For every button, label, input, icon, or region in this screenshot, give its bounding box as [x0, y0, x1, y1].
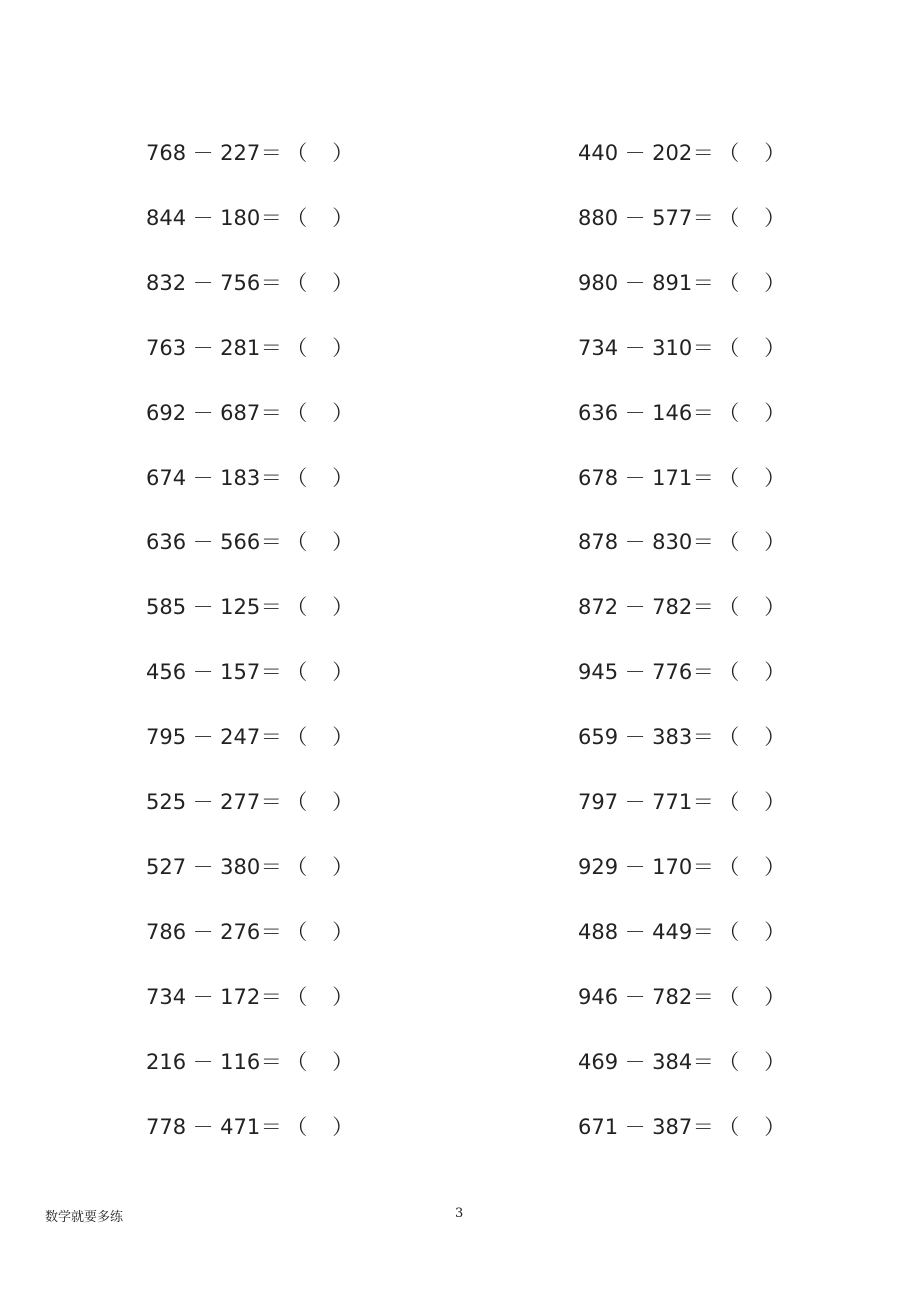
right-paren: ） [332, 660, 354, 685]
minus-sign: － [192, 660, 214, 685]
subtraction-problem [146, 719, 406, 755]
subtrahend: 566 [220, 530, 261, 555]
equals-sign: ＝ [260, 595, 282, 620]
subtrahend: 125 [220, 595, 261, 620]
minus-sign: － [624, 530, 646, 555]
left-paren: （ [286, 595, 308, 620]
equals-sign: ＝ [260, 400, 282, 425]
subtrahend: 384 [652, 1049, 693, 1074]
right-paren: ） [764, 660, 786, 685]
minuend: 469 [578, 1049, 619, 1074]
minus-sign: － [624, 270, 646, 295]
right-paren: ） [764, 854, 786, 879]
subtraction-problem [578, 654, 838, 690]
minus-sign: － [192, 919, 214, 944]
right-paren: ） [332, 790, 354, 814]
right-paren: ） [332, 1049, 354, 1074]
left-paren: （ [718, 400, 740, 425]
minuend: 692 [146, 400, 187, 425]
minuend: 872 [578, 595, 619, 620]
minuend: 878 [578, 530, 619, 555]
right-paren: ） [332, 595, 354, 620]
subtraction-problem [578, 135, 838, 171]
equals-sign: ＝ [692, 919, 714, 944]
minuend: 585 [146, 595, 187, 620]
minuend: 768 [146, 141, 187, 165]
equals-sign: ＝ [692, 725, 714, 750]
equals-sign: ＝ [692, 660, 714, 685]
left-paren: （ [286, 919, 308, 944]
minuend: 946 [578, 984, 619, 1009]
left-paren: （ [718, 919, 740, 944]
subtrahend: 116 [220, 1049, 261, 1074]
subtrahend: 577 [652, 205, 693, 230]
minuend: 734 [146, 984, 187, 1009]
subtrahend: 171 [652, 465, 693, 490]
equals-sign: ＝ [692, 465, 714, 490]
minuend: 671 [578, 1114, 619, 1139]
subtrahend: 387 [652, 1114, 693, 1139]
minus-sign: － [192, 141, 214, 165]
minus-sign: － [192, 530, 214, 555]
right-paren: ） [764, 205, 786, 230]
left-paren: （ [718, 1049, 740, 1074]
left-paren: （ [718, 660, 740, 685]
left-paren: （ [286, 141, 308, 165]
right-paren: ） [764, 335, 786, 360]
minuend: 216 [146, 1049, 187, 1074]
minuend: 456 [146, 660, 187, 685]
subtraction-problem [146, 654, 406, 690]
subtrahend: 756 [220, 270, 261, 295]
minus-sign: － [192, 335, 214, 360]
equals-sign: ＝ [260, 335, 282, 360]
subtraction-problem [146, 1109, 406, 1145]
minus-sign: － [624, 919, 646, 944]
left-paren: （ [718, 790, 740, 814]
subtraction-problem [578, 914, 838, 950]
minuend: 945 [578, 660, 619, 685]
minuend: 929 [578, 854, 619, 879]
left-paren: （ [718, 270, 740, 295]
minuend: 527 [146, 854, 187, 879]
equals-sign: ＝ [692, 790, 714, 814]
right-paren: ） [332, 725, 354, 750]
minus-sign: － [192, 465, 214, 490]
subtrahend: 471 [220, 1114, 261, 1139]
subtrahend: 202 [652, 141, 693, 165]
left-paren: （ [718, 854, 740, 879]
minus-sign: － [192, 270, 214, 295]
left-paren: （ [286, 270, 308, 295]
subtraction-problem [578, 1109, 838, 1145]
minus-sign: － [624, 465, 646, 490]
subtraction-problem [578, 589, 838, 625]
subtrahend: 247 [220, 725, 261, 750]
minuend: 636 [146, 530, 187, 555]
subtraction-problem [578, 979, 838, 1015]
subtraction-problem [146, 200, 406, 236]
minuend: 795 [146, 725, 187, 750]
right-paren: ） [332, 270, 354, 295]
left-paren: （ [286, 854, 308, 879]
page-number: 3 [455, 1206, 464, 1221]
minuend: 786 [146, 919, 187, 944]
left-paren: （ [286, 725, 308, 750]
left-paren: （ [718, 465, 740, 490]
subtrahend: 170 [652, 854, 693, 879]
equals-sign: ＝ [692, 335, 714, 360]
left-paren: （ [286, 660, 308, 685]
subtraction-problem [578, 524, 838, 560]
subtrahend: 180 [220, 205, 261, 230]
left-paren: （ [718, 530, 740, 555]
subtraction-problem [578, 460, 838, 496]
equals-sign: ＝ [260, 725, 282, 750]
minuend: 797 [578, 790, 619, 814]
right-paren: ） [764, 400, 786, 425]
left-paren: （ [286, 400, 308, 425]
minuend: 636 [578, 400, 619, 425]
subtrahend: 449 [652, 919, 693, 944]
subtraction-problem [146, 265, 406, 301]
right-paren: ） [764, 1114, 786, 1139]
minuend: 778 [146, 1114, 187, 1139]
equals-sign: ＝ [260, 465, 282, 490]
minuend: 844 [146, 205, 187, 230]
footer-slogan: 数学就要多练 [45, 1210, 124, 1225]
equals-sign: ＝ [692, 205, 714, 230]
subtraction-problem [578, 849, 838, 885]
equals-sign: ＝ [692, 530, 714, 555]
minus-sign: － [192, 1114, 214, 1139]
right-paren: ） [332, 335, 354, 360]
right-paren: ） [764, 919, 786, 944]
subtraction-problem [146, 979, 406, 1015]
subtraction-problem [146, 460, 406, 496]
subtrahend: 383 [652, 725, 693, 750]
subtraction-problem [146, 784, 406, 820]
subtraction-problem [578, 784, 838, 820]
right-paren: ） [764, 141, 786, 165]
equals-sign: ＝ [260, 270, 282, 295]
minus-sign: － [624, 205, 646, 230]
subtrahend: 276 [220, 919, 261, 944]
subtraction-problem [146, 849, 406, 885]
left-paren: （ [718, 595, 740, 620]
right-paren: ） [764, 725, 786, 750]
equals-sign: ＝ [260, 530, 282, 555]
minuend: 763 [146, 335, 187, 360]
subtrahend: 227 [220, 141, 261, 165]
equals-sign: ＝ [692, 984, 714, 1009]
equals-sign: ＝ [692, 400, 714, 425]
minus-sign: － [624, 1114, 646, 1139]
minus-sign: － [624, 725, 646, 750]
subtraction-problem [146, 524, 406, 560]
minus-sign: － [192, 595, 214, 620]
equals-sign: ＝ [260, 1114, 282, 1139]
equals-sign: ＝ [260, 919, 282, 944]
minus-sign: － [624, 595, 646, 620]
subtrahend: 782 [652, 595, 693, 620]
subtrahend: 687 [220, 400, 261, 425]
minuend: 832 [146, 270, 187, 295]
right-paren: ） [764, 790, 786, 814]
subtraction-problem [146, 330, 406, 366]
subtrahend: 277 [220, 790, 261, 814]
minuend: 659 [578, 725, 619, 750]
subtrahend: 771 [652, 790, 693, 814]
minuend: 734 [578, 335, 619, 360]
right-paren: ） [332, 530, 354, 555]
right-paren: ） [332, 984, 354, 1009]
minus-sign: － [624, 854, 646, 879]
left-paren: （ [718, 1114, 740, 1139]
minuend: 678 [578, 465, 619, 490]
right-paren: ） [764, 270, 786, 295]
subtraction-problem [146, 135, 406, 171]
subtraction-problem [146, 1044, 406, 1080]
minus-sign: － [192, 1049, 214, 1074]
right-paren: ） [764, 530, 786, 555]
equals-sign: ＝ [260, 790, 282, 814]
equals-sign: ＝ [692, 270, 714, 295]
minus-sign: － [624, 660, 646, 685]
right-paren: ） [332, 854, 354, 879]
equals-sign: ＝ [692, 595, 714, 620]
right-paren: ） [332, 141, 354, 165]
subtrahend: 380 [220, 854, 261, 879]
subtraction-problem [578, 200, 838, 236]
subtrahend: 157 [220, 660, 261, 685]
right-paren: ） [332, 465, 354, 490]
equals-sign: ＝ [692, 141, 714, 165]
minuend: 674 [146, 465, 187, 490]
subtrahend: 183 [220, 465, 261, 490]
minus-sign: － [192, 984, 214, 1009]
right-paren: ） [332, 919, 354, 944]
left-paren: （ [718, 205, 740, 230]
subtrahend: 782 [652, 984, 693, 1009]
subtrahend: 281 [220, 335, 261, 360]
subtraction-problem [578, 265, 838, 301]
subtraction-problem [578, 1044, 838, 1080]
minus-sign: － [192, 854, 214, 879]
left-paren: （ [286, 790, 308, 814]
minuend: 488 [578, 919, 619, 944]
minuend: 980 [578, 270, 619, 295]
subtraction-problem [578, 719, 838, 755]
minus-sign: － [624, 141, 646, 165]
subtraction-problem [578, 395, 838, 431]
equals-sign: ＝ [260, 205, 282, 230]
left-paren: （ [286, 465, 308, 490]
left-paren: （ [286, 205, 308, 230]
left-paren: （ [718, 984, 740, 1009]
subtrahend: 172 [220, 984, 261, 1009]
subtrahend: 776 [652, 660, 693, 685]
equals-sign: ＝ [260, 1049, 282, 1074]
equals-sign: ＝ [260, 141, 282, 165]
right-paren: ） [764, 595, 786, 620]
left-paren: （ [718, 335, 740, 360]
left-paren: （ [286, 335, 308, 360]
minus-sign: － [192, 205, 214, 230]
equals-sign: ＝ [260, 984, 282, 1009]
left-paren: （ [718, 141, 740, 165]
minuend: 525 [146, 790, 187, 814]
minuend: 880 [578, 205, 619, 230]
minus-sign: － [624, 790, 646, 814]
minus-sign: － [192, 790, 214, 814]
minus-sign: － [624, 335, 646, 360]
right-paren: ） [332, 205, 354, 230]
right-paren: ） [764, 1049, 786, 1074]
subtraction-problem [146, 914, 406, 950]
minus-sign: － [624, 400, 646, 425]
equals-sign: ＝ [692, 1049, 714, 1074]
equals-sign: ＝ [692, 854, 714, 879]
right-paren: ） [764, 465, 786, 490]
minus-sign: － [624, 984, 646, 1009]
subtraction-problem [146, 589, 406, 625]
subtrahend: 830 [652, 530, 693, 555]
left-paren: （ [286, 1114, 308, 1139]
right-paren: ） [764, 984, 786, 1009]
equals-sign: ＝ [260, 660, 282, 685]
equals-sign: ＝ [692, 1114, 714, 1139]
left-paren: （ [286, 1049, 308, 1074]
left-paren: （ [718, 725, 740, 750]
subtrahend: 891 [652, 270, 693, 295]
left-paren: （ [286, 984, 308, 1009]
minuend: 440 [578, 141, 619, 165]
minus-sign: － [192, 725, 214, 750]
minus-sign: － [192, 400, 214, 425]
right-paren: ） [332, 400, 354, 425]
subtraction-problem [146, 395, 406, 431]
minus-sign: － [624, 1049, 646, 1074]
equals-sign: ＝ [260, 854, 282, 879]
right-paren: ） [332, 1114, 354, 1139]
subtrahend: 310 [652, 335, 693, 360]
subtraction-problem [578, 330, 838, 366]
subtrahend: 146 [652, 400, 693, 425]
left-paren: （ [286, 530, 308, 555]
